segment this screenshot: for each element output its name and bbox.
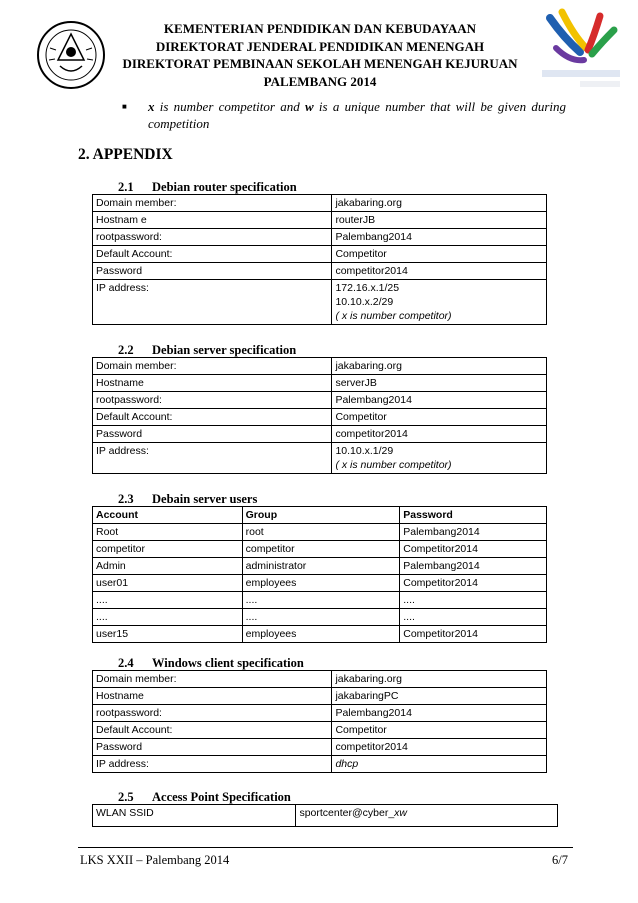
header-line-directorate-general: DIREKTORAT JENDERAL PENDIDIKAN MENENGAH xyxy=(155,38,485,54)
ssid-prefix: sportcenter@cyber_ xyxy=(299,807,395,819)
table-row xyxy=(93,358,547,375)
table-row xyxy=(93,263,547,280)
access-point-rows xyxy=(93,805,558,827)
table-cell: root xyxy=(242,524,400,541)
table-cell: competitor2014 xyxy=(332,739,547,756)
table-cell: employees xyxy=(242,575,400,592)
table-row xyxy=(93,541,547,558)
table-row xyxy=(93,280,547,325)
table-cell: competitor2014 xyxy=(332,263,547,280)
table-cell: IP address: xyxy=(93,443,332,474)
subsection-title: Windows client specification xyxy=(152,656,304,670)
table-cell: competitor xyxy=(242,541,400,558)
ip-note: ( x is number competitor) xyxy=(335,310,452,322)
subsection-users-heading xyxy=(118,492,257,507)
table-cell: IP address: xyxy=(93,756,332,773)
ssid-suffix: xw xyxy=(394,807,408,819)
table-cell: Palembang2014 xyxy=(332,229,547,246)
section-title: 2. APPENDIX xyxy=(78,146,173,163)
table-cell: Competitor2014 xyxy=(400,541,547,558)
table-cell: Default Account: xyxy=(93,246,332,263)
table-cell: Hostname xyxy=(93,375,332,392)
table-cell: routerJB xyxy=(332,212,547,229)
table-row xyxy=(93,443,547,474)
header-line-directorate: DIREKTORAT PEMBINAAN SEKOLAH MENENGAH KEJURUAN xyxy=(122,56,518,71)
table-cell: Competitor2014 xyxy=(400,575,547,592)
users-table-header xyxy=(93,507,547,524)
table-cell: rootpassword: xyxy=(93,705,332,722)
note-text xyxy=(148,98,566,132)
server-spec-table xyxy=(92,357,547,474)
subsection-title: Debian server specification xyxy=(152,343,297,357)
table-cell: rootpassword: xyxy=(93,229,332,246)
table-row xyxy=(93,626,547,643)
table-cell: Password xyxy=(93,739,332,756)
ip-line: 10.10.x.1/29 xyxy=(335,445,394,457)
subsection-number: 2.3 xyxy=(118,492,134,506)
server-rows xyxy=(93,358,547,474)
table-cell: serverJB xyxy=(332,375,547,392)
document-header xyxy=(100,20,540,90)
table-cell: competitor2014 xyxy=(332,426,547,443)
table-row xyxy=(93,609,547,626)
subsection-title: Debian router specification xyxy=(152,180,297,194)
table-cell: .... xyxy=(242,609,400,626)
table-cell: IP address: xyxy=(93,280,332,325)
ip-address-cell: dhcp xyxy=(332,756,547,773)
table-row xyxy=(93,392,547,409)
note-x-variable: x xyxy=(148,99,155,114)
table-cell: user15 xyxy=(93,626,243,643)
table-cell: Palembang2014 xyxy=(400,558,547,575)
client-spec-table xyxy=(92,670,547,773)
table-cell: .... xyxy=(400,592,547,609)
table-cell: Admin xyxy=(93,558,243,575)
event-logo xyxy=(540,8,622,98)
table-row xyxy=(93,195,547,212)
table-cell: .... xyxy=(93,592,243,609)
subsection-router-heading xyxy=(118,180,297,195)
table-cell: Competitor2014 xyxy=(400,626,547,643)
table-cell: jakabaring.org xyxy=(332,358,547,375)
table-cell: competitor xyxy=(93,541,243,558)
ip-note: ( x is number competitor) xyxy=(335,459,452,471)
table-row xyxy=(93,212,547,229)
table-row xyxy=(93,409,547,426)
table-cell: .... xyxy=(400,609,547,626)
table-cell: Hostnam e xyxy=(93,212,332,229)
table-cell: jakabaringPC xyxy=(332,688,547,705)
subsection-client-heading xyxy=(118,656,304,671)
table-row xyxy=(93,575,547,592)
page-number: 6/7 xyxy=(552,853,568,867)
table-row xyxy=(93,426,547,443)
table-cell: employees xyxy=(242,626,400,643)
subsection-title: Debain server users xyxy=(152,492,258,506)
table-row xyxy=(93,688,547,705)
table-row xyxy=(93,558,547,575)
header-line-ministry: KEMENTERIAN PENDIDIKAN DAN KEBUDAYAAN xyxy=(163,21,477,36)
table-cell: .... xyxy=(93,609,243,626)
column-header-group: Group xyxy=(242,507,400,524)
note-text-part-1: is number competitor and xyxy=(154,99,305,114)
table-cell: Default Account: xyxy=(93,722,332,739)
table-cell: Domain member: xyxy=(93,671,332,688)
table-row xyxy=(93,805,558,827)
table-cell: jakabaring.org xyxy=(332,671,547,688)
table-cell: Palembang2014 xyxy=(332,705,547,722)
access-point-table xyxy=(92,804,558,827)
table-header-row xyxy=(93,507,547,524)
subsection-number: 2.4 xyxy=(118,656,134,670)
subsection-number: 2.1 xyxy=(118,180,134,194)
subsection-server-heading xyxy=(118,343,296,358)
subsection-title: Access Point Specification xyxy=(152,790,291,804)
table-row xyxy=(93,756,547,773)
ministry-seal-logo xyxy=(36,20,106,90)
table-cell: Palembang2014 xyxy=(400,524,547,541)
table-cell: user01 xyxy=(93,575,243,592)
table-row xyxy=(93,705,547,722)
ip-line: 172.16.x.1/25 xyxy=(335,282,400,294)
footer-left-text: LKS XXII – Palembang 2014 xyxy=(80,853,230,867)
table-cell: Root xyxy=(93,524,243,541)
ip-address-cell xyxy=(332,443,547,474)
router-spec-table xyxy=(92,194,547,325)
bullet-square-icon: ■ xyxy=(122,102,127,111)
table-row xyxy=(93,739,547,756)
table-cell: Hostname xyxy=(93,688,332,705)
table-cell: Password xyxy=(93,426,332,443)
table-cell: WLAN SSID xyxy=(93,805,296,827)
subsection-number: 2.2 xyxy=(118,343,134,357)
client-rows xyxy=(93,671,547,773)
table-cell: Competitor xyxy=(332,722,547,739)
table-cell: rootpassword: xyxy=(93,392,332,409)
table-cell: .... xyxy=(242,592,400,609)
column-header-password: Password xyxy=(400,507,547,524)
ip-line: 10.10.x.2/29 xyxy=(335,296,394,308)
table-row xyxy=(93,592,547,609)
table-cell: Domain member: xyxy=(93,358,332,375)
header-line-city-year: PALEMBANG 2014 xyxy=(263,73,377,89)
table-cell: Competitor xyxy=(332,409,547,426)
table-row xyxy=(93,246,547,263)
table-cell: Domain member: xyxy=(93,195,332,212)
subsection-number: 2.5 xyxy=(118,790,134,804)
column-header-account: Account xyxy=(93,507,243,524)
table-row xyxy=(93,524,547,541)
table-row xyxy=(93,229,547,246)
table-cell: Palembang2014 xyxy=(332,392,547,409)
ssid-cell xyxy=(296,805,558,827)
router-rows xyxy=(93,195,547,325)
table-row xyxy=(93,375,547,392)
table-cell: jakabaring.org xyxy=(332,195,547,212)
note-text-part-2: is a unique number that will be given during competition xyxy=(148,99,566,131)
footer-divider xyxy=(78,847,573,848)
note-w-variable: w xyxy=(304,99,314,114)
table-cell: Password xyxy=(93,263,332,280)
table-cell: administrator xyxy=(242,558,400,575)
table-cell: Competitor xyxy=(332,246,547,263)
server-users-table xyxy=(92,506,547,643)
ip-address-cell xyxy=(332,280,547,325)
subsection-access-point-heading xyxy=(118,790,291,805)
table-row xyxy=(93,671,547,688)
table-cell: Default Account: xyxy=(93,409,332,426)
table-row xyxy=(93,722,547,739)
users-rows xyxy=(93,524,547,643)
